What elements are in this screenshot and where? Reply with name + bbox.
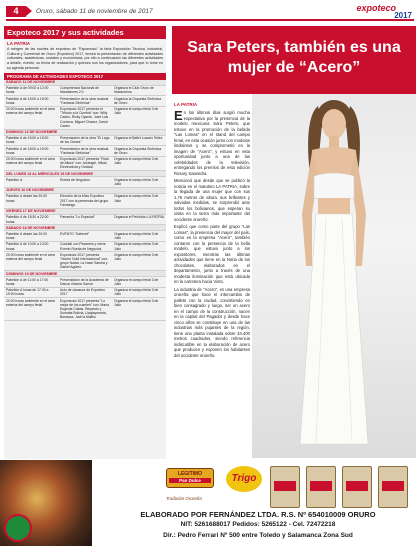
page-number: 4 [6, 6, 26, 17]
program-row [4, 214, 166, 224]
program-organizer: Organiza el campo ferial 3 de Julio [112, 177, 166, 187]
brand-main: LEGITIMO [177, 471, 203, 477]
program-venue: Pabellón A [4, 177, 58, 187]
program-event: Presentación de la Academia de Danza Viviana Garrón [58, 277, 112, 287]
ad-seal-icon [4, 514, 32, 542]
program-day-label: DEL LUNES 13 AL MIÉRCOLES 15 DE NOVIEMBRE [4, 171, 166, 177]
program-event: Expomusic 2017 presenta el "Tributo a la Cumbia" con: Willy Castro, Ricky Oyante, José Luis Cordova, Miguel Chávez, David Castro [58, 106, 112, 129]
sidebar-title: Expoteco 2017 y sus actividades [4, 26, 166, 39]
program-organizer: Organiza el campo ferial 3 de Julio [112, 287, 166, 297]
arrow-right-icon [26, 6, 32, 16]
program-day-label: DOMINGO 12 DE NOVIEMBRE [4, 129, 166, 135]
article-paragraph: La industria de "Acero", es una empresa orureña que hace el intercambio de pallets con la ciudad, convirtiendo en bien consagrado y luego, ser un acero en el campo de la construcción, nacen en la capital del Pagador y desde hace cinco años se constituye en una de las industrias más pujantes de la región, tiene una planta instalada sobre 34.400 metros cuadrados, siendo referencia indiscutible en la elaboración de acero que producen y exponen los habitantes del occidente orureño. [174, 286, 250, 358]
program-row [4, 277, 166, 287]
program-organizer: Organiza la Orquesta Sinfónica de Oruro [112, 96, 166, 106]
program-organizer: Organiza el campo ferial 3 de Julio [112, 156, 166, 171]
ad-address: Dir.: Pedro Ferrari Nº 500 entre Toledo y Salamanca Zona Sud [163, 532, 353, 539]
brand-logo-legitimo [166, 468, 214, 488]
ad-illustration [0, 460, 92, 546]
program-organizer: Organiza el campo ferial 3 de Julio [112, 231, 166, 241]
feature-story [172, 26, 416, 459]
program-row [4, 287, 166, 297]
advertisement [0, 460, 420, 546]
program-organizer: Organiza el campo ferial 3 de Julio [112, 252, 166, 271]
program-day-label: DOMINGO 19 DE NOVIEMBRE [4, 271, 166, 277]
article-paragraph: Mencionó que desde que se publicó la noticia en el matutino LA PATRIA, sobre la llegada de una mujer que con sus 1,76 metros de altura, sus brillantes y salvadas medidas, se sorprendió ante todos los bolivianos, que esperan su visita en la tierra más importante del occidente orureño. [174, 178, 250, 222]
page-header [0, 0, 420, 28]
program-venue: Pabellón A de 11:00 a 17:00 horas [4, 277, 58, 287]
dateline: Oruro, sábado 11 de noviembre de 2017 [36, 8, 153, 15]
program-event: Elección de la Miss Expoteco 2017 con la presencia del grupo Fandango [58, 193, 112, 208]
program-organizer: Organiza el Periódico LA PATRIA [112, 214, 166, 224]
program-venue: Pabellón A horas de 17:30 a 19:00 horas [4, 287, 58, 297]
program-venue: Pabellón A de 15:00 a 18:00 horas [4, 96, 58, 106]
program-event: Parranda "Lo Especial" [58, 214, 112, 224]
program-venue: 20:00 horas ambiente en el área externa del campo ferial [4, 298, 58, 321]
program-organizer: Organiza el Ballet Luzario Tellez [112, 135, 166, 145]
program-row [4, 106, 166, 129]
program-row [4, 135, 166, 145]
article-body [174, 102, 250, 360]
program-venue: Pabellón A de 18:30 a 22:00 horas [4, 214, 58, 224]
program-row [4, 193, 166, 208]
program-event: Presentación de la obra musical "Fantasía Sinfónica" [58, 96, 112, 106]
program-day-label: SÁBADO 18 DE NOVIEMBRE [4, 225, 166, 231]
sidebar-intro: A mérgen de las noches de expoteco de "Expomusic" la feria Exposición Técnica, Industrial, Cultural y Comercial de Oruro (Expoteco) 2017, tendrá la presentación de diferentes actividades culturales, académicas, sociales y económicas, por ello a continuación las diferentes actividades a detalle, evento, su fecha de realización y quienes son los organizadores, para que lo tome en su agenda personal. [7, 47, 163, 70]
program-event: Expomusic 2017 presenta "Lo mejor de los ruanteh" con: María Eugenia Cabas, Reyando y Sumalta Bolivia, Llaqtaymanta, Bonanza, Jach'a Mallku [58, 298, 112, 321]
program-row [4, 252, 166, 271]
program-event: Rueda de Negocios [58, 177, 112, 187]
program-row [4, 156, 166, 171]
program-event: Presentación de la obra "El Lago de los Cisnes" [58, 135, 112, 145]
program-title: PROGRAMA DE ACTIVIDADES EXPOTECO 2017 [4, 73, 166, 80]
program-organizer: Organiza el Club Oruro de Macarónica [112, 85, 166, 95]
expoteco-logo [350, 2, 412, 22]
activities-sidebar [4, 26, 166, 459]
program-day-label: SÁBADO 11 DE NOVIEMBRE [4, 80, 166, 86]
program-venue: 20:00 horas ambiente en el área externa del campo ferial [4, 106, 58, 129]
program-event: Expomusic 2017 presenta "Rock de Altura" con: Arcángel, Mboá, Electrodicta y Octavia [58, 156, 112, 171]
program-row [4, 85, 166, 95]
product-bag [306, 466, 336, 508]
program-event: Cocktail con Pesaners y cierre Evento Rueda de Negocios [58, 241, 112, 251]
program-venue: 20:00 horas ambiente en el área externa del campo ferial [4, 156, 58, 171]
logo-word: expoteco [356, 3, 396, 13]
product-bag [342, 466, 372, 508]
feature-headline: Sara Peters, también es una mujer de “Acero” [172, 26, 416, 94]
program-venue: Pabellón A desde las 20:00 horas [4, 231, 58, 241]
program-organizer: Organiza la Orquesta Sinfónica de Oruro [112, 146, 166, 156]
ad-company: ELABORADO POR FERNÁNDEZ LTDA. R.S. Nº 654010009 ORURO [140, 510, 376, 519]
program-row [4, 298, 166, 321]
ad-contact: NIT: 5261688017 Pedidos: 5265122 - Cel. 72472218 [180, 521, 336, 528]
article-paragraph: Explicó que como parte del grupo "Las Lomas", la presencia del mayor del país, como es la empresa "Acero", también contaron con la presencia de la bella modelo, que estuvo junto a los expositores, mientras las últimas actividades que tiene en la Noria de los chocolates, elaborados en el departamento, junto a través de una modesta iluminación que está ubicada en la carretera hacia Vinto. [174, 224, 250, 284]
brand-sub: Pan Dulce [169, 478, 211, 483]
program-row [4, 241, 166, 251]
program-event: Presentación de la obra musical "Fantasía Sinfónica" [58, 146, 112, 156]
model-figure-illustration [252, 94, 416, 458]
product-bag [270, 466, 300, 508]
program-row [4, 231, 166, 241]
program-day-label: VIERNES 17 DE NOVIEMBRE [4, 208, 166, 214]
program-venue: Pabellón A de 10:00 a 13:00 horas [4, 241, 58, 251]
program-organizer: Organiza el campo ferial 3 de Julio [112, 193, 166, 208]
brand-logo-trigo: Trigo [226, 466, 262, 492]
article-paragraph: En los últimos días surgió mucha expectativa por la presencia de la modelo mexicana Sara Peters, que estuvo en la promoción de la bebida "Las Lomas" en el stand del campo ferial, en esta ocasión junto con modelos lindisimos y se comprometió en la imagen de "Acero", y estuvo en esta oportunidad junto a una de las celebridades de la televisión, entregando los premios de esta edición Rosary Saavedra. [174, 108, 250, 176]
program-organizer: Organiza el campo ferial 3 de Julio [112, 298, 166, 321]
program-row [4, 96, 166, 106]
program-row [4, 177, 166, 187]
program-venue: Pabellón A de 18:00 a 19:00 horas [4, 146, 58, 156]
program-venue: 20:00 horas ambiente en el área externa del campo ferial [4, 252, 58, 271]
program-event: Expomusic 2017 presenta "Noche Gold Internacional" con: grupo Nadar, La Nave Samba y Daniel Agüero [58, 252, 112, 271]
program-event: Competencia Nacional de Marcadores 2.0 [58, 85, 112, 95]
program-organizer: Organiza el campo ferial 3 de Julio [112, 241, 166, 251]
program-organizer: Organiza el campo ferial 3 de Julio [112, 106, 166, 129]
program-day-label: JUEVES 16 DE NOVIEMBRE [4, 187, 166, 193]
program-venue: Pabellón A de 09:00 a 12:00 horas [4, 85, 58, 95]
program-table [4, 80, 166, 322]
product-bag [378, 466, 408, 508]
product-bags [270, 464, 418, 508]
ad-tagline: Tradición Orureña [166, 496, 202, 501]
program-organizer: Organiza el campo ferial 3 de Julio [112, 277, 166, 287]
sidebar-kicker: LA PATRIA [7, 41, 31, 46]
program-event: Acto de clausura de Expoteco 2017 [58, 287, 112, 297]
program-venue: Pabellón A de 15:00 a 18:00 horas [4, 135, 58, 145]
program-venue: Pabellón A desde las 20:00 horas [4, 193, 58, 208]
article-kicker: LA PATRIA [174, 102, 198, 107]
logo-year: 2017 [394, 11, 412, 20]
model-photo [252, 94, 416, 458]
program-event: EVENTO "Kaberet" [58, 231, 112, 241]
program-row [4, 146, 166, 156]
